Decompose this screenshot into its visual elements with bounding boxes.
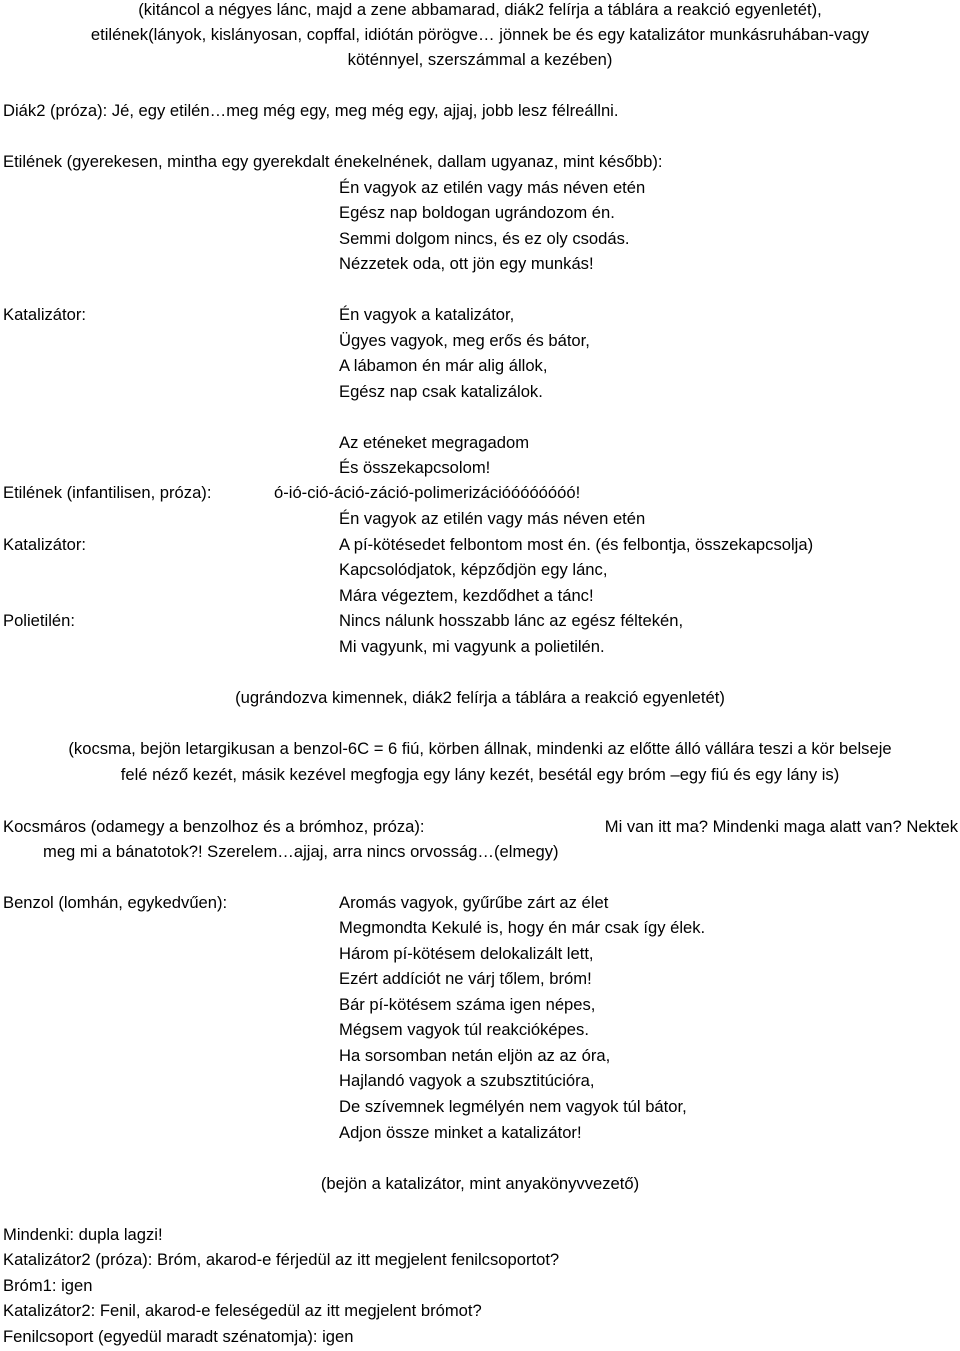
ending-line: Mindenki: dupla lagzi! bbox=[3, 1225, 163, 1244]
katalizator-label: Katalizátor: bbox=[3, 305, 87, 324]
intro-line: köténnyel, szerszámmal a kezében) bbox=[347, 50, 613, 69]
stage-direction: (bejön a katalizátor, mint anyakönyvvezető) bbox=[320, 1174, 640, 1193]
benzol-song-line: Aromás vagyok, gyűrűbe zárt az élet bbox=[339, 893, 609, 912]
block2-line: És összekapcsolom! bbox=[339, 458, 491, 477]
benzol-song-line: Ha sorsomban netán eljön az az óra, bbox=[339, 1046, 611, 1065]
etilenek-song-line: Semmi dolgom nincs, és ez oly csodás. bbox=[339, 229, 630, 248]
katalizator-label: Katalizátor: bbox=[3, 535, 87, 554]
ending-line: Katalizátor2: Fenil, akarod-e feleségedül az itt megjelent brómot? bbox=[3, 1301, 482, 1320]
block2-line: A pí-kötésedet felbontom most én. (és felbontja, összekapcsolja) bbox=[339, 535, 814, 554]
etilenek-infantil-label: Etilének (infantilisen, próza): bbox=[3, 483, 212, 502]
benzol-song-line: Ezért addíciót ne várj tőlem, bróm! bbox=[339, 969, 592, 988]
etilenek-song-line: Egész nap boldogan ugrándozom én. bbox=[339, 203, 615, 222]
block2-line: Nincs nálunk hosszabb lánc az egész féltekén, bbox=[339, 611, 684, 630]
ending-line: Bróm1: igen bbox=[3, 1276, 93, 1295]
stage-direction: (ugrándozva kimennek, diák2 felírja a táblára a reakció egyenletét) bbox=[235, 688, 725, 707]
benzol-song-line: Megmondta Kekulé is, hogy én már csak így élek. bbox=[339, 918, 706, 937]
ending-line: Fenilcsoport (egyedül maradt szénatomja): igen bbox=[3, 1327, 354, 1346]
polimerizacio-line: ó-ió-ció-áció-záció-polimerizációóóóóóóó! bbox=[274, 483, 581, 502]
stage-direction: (kocsma, bejön letargikusan a benzol-6C = 6 fiú, körben állnak, mindenki az előtte álló vállára teszi a kör belseje bbox=[68, 739, 892, 758]
block2-line: Az eténeket megragadom bbox=[339, 433, 530, 452]
block2-line: Én vagyok az etilén vagy más néven etén bbox=[339, 509, 646, 528]
katalizator-song-line: Én vagyok a katalizátor, bbox=[339, 305, 515, 324]
block2-line: Kapcsolódjatok, képződjön egy lánc, bbox=[339, 560, 608, 579]
ending-line: Katalizátor2 (próza): Bróm, akarod-e férjedül az itt megjelent fenilcsoportot? bbox=[3, 1250, 560, 1269]
intro-line: etilének(lányok, kislányosan, copffal, idiótán pörögve… jönnek be és egy katalizátor munkásruhában-vagy bbox=[90, 25, 870, 44]
etilenek-song-line: Nézzetek oda, ott jön egy munkás! bbox=[339, 254, 594, 273]
benzol-song-line: Bár pí-kötésem száma igen népes, bbox=[339, 995, 596, 1014]
benzol-label: Benzol (lomhán, egykedvűen): bbox=[3, 893, 228, 912]
benzol-song-line: Mégsem vagyok túl reakcióképes. bbox=[339, 1020, 589, 1039]
block2-line: Mára végeztem, kezdődhet a tánc! bbox=[339, 586, 594, 605]
block2-line: Mi vagyunk, mi vagyunk a polietilén. bbox=[339, 637, 605, 656]
katalizator-song-line: A lábamon én már alig állok, bbox=[339, 356, 548, 375]
kocsmaros-line: meg mi a bánatotok?! Szerelem…ajjaj, arra nincs orvosság…(elmegy) bbox=[43, 842, 559, 861]
polietilen-label: Polietilén: bbox=[3, 611, 75, 630]
benzol-song-line: Hajlandó vagyok a szubsztitúcióra, bbox=[339, 1071, 595, 1090]
diak2-line: Diák2 (próza): Jé, egy etilén…meg még egy, meg még egy, ajjaj, jobb lesz félreállni. bbox=[3, 101, 619, 120]
katalizator-song-line: Ügyes vagyok, meg erős és bátor, bbox=[339, 331, 590, 350]
katalizator-song-line: Egész nap csak katalizálok. bbox=[339, 382, 543, 401]
etilenek-song-line: Én vagyok az etilén vagy más néven etén bbox=[339, 178, 646, 197]
stage-direction: felé néző kezét, másik kezével megfogja egy lány kezét, besétál egy bróm –egy fiú és egy lány is) bbox=[120, 765, 840, 784]
intro-line: (kitáncol a négyes lánc, majd a zene abbamarad, diák2 felírja a táblára a reakció egyenletét), bbox=[138, 0, 822, 19]
benzol-song-line: Adjon össze minket a katalizátor! bbox=[339, 1123, 582, 1142]
etilenek-intro: Etilének (gyerekesen, mintha egy gyerekdalt énekelnének, dallam ugyanaz, mint később): bbox=[3, 152, 663, 171]
benzol-song-line: Három pí-kötésem delokalizált lett, bbox=[339, 944, 594, 963]
benzol-song-line: De szívemnek legmélyén nem vagyok túl bátor, bbox=[339, 1097, 687, 1116]
kocsmaros-line: Mi van itt ma? Mindenki maga alatt van? Nektek bbox=[604, 817, 958, 836]
kocsmaros-label: Kocsmáros (odamegy a benzolhoz és a brómhoz, próza): bbox=[3, 817, 425, 836]
